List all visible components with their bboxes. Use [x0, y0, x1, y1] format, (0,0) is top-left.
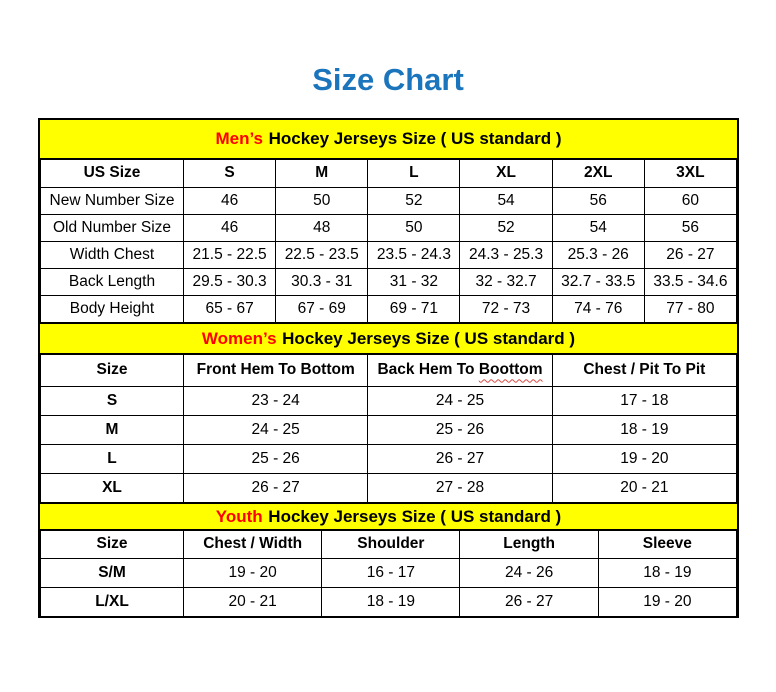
row-label: Back Length — [41, 268, 184, 295]
row-label: XL — [41, 473, 184, 502]
value-cell: 50 — [276, 187, 368, 214]
row-label: L — [41, 444, 184, 473]
mens-header-row — [41, 160, 737, 187]
page-title: Size Chart — [312, 62, 464, 97]
value-cell: 17 - 18 — [552, 386, 736, 415]
value-cell: 33.5 - 34.6 — [644, 268, 736, 295]
womens-header-row — [41, 355, 737, 386]
table-row — [41, 214, 737, 241]
column-header: XL — [460, 160, 552, 187]
column-header: M — [276, 160, 368, 187]
value-cell: 32.7 - 33.5 — [552, 268, 644, 295]
section-title-rest-mens: Hockey Jerseys Size ( US standard ) — [268, 129, 562, 148]
table-row — [41, 473, 737, 502]
value-cell: 29.5 - 30.3 — [184, 268, 276, 295]
value-cell: 65 - 67 — [184, 295, 276, 322]
table-row — [41, 241, 737, 268]
value-cell: 26 - 27 — [184, 473, 368, 502]
table-row — [41, 386, 737, 415]
section-title-mens — [40, 120, 737, 160]
value-cell: 74 - 76 — [552, 295, 644, 322]
value-cell: 24 - 25 — [184, 415, 368, 444]
value-cell: 46 — [184, 214, 276, 241]
column-header: Sleeve — [598, 531, 736, 558]
value-cell: 24 - 26 — [460, 558, 598, 587]
value-cell: 20 - 21 — [552, 473, 736, 502]
value-cell: 19 - 20 — [552, 444, 736, 473]
column-header: Chest / Width — [184, 531, 322, 558]
value-cell: 54 — [552, 214, 644, 241]
table-row — [41, 187, 737, 214]
value-cell: 26 - 27 — [460, 587, 598, 616]
section-title-rest-womens: Hockey Jerseys Size ( US standard ) — [282, 328, 576, 348]
value-cell: 22.5 - 23.5 — [276, 241, 368, 268]
section-womens — [40, 322, 737, 502]
column-header: Length — [460, 531, 598, 558]
column-header: Chest / Pit To Pit — [552, 355, 736, 386]
value-cell: 46 — [184, 187, 276, 214]
column-header: Front Hem To Bottom — [184, 355, 368, 386]
womens-table — [40, 355, 737, 502]
value-cell: 25.3 - 26 — [552, 241, 644, 268]
size-tables — [38, 118, 739, 618]
table-row — [41, 558, 737, 587]
value-cell: 50 — [368, 214, 460, 241]
value-cell: 67 - 69 — [276, 295, 368, 322]
row-label: Width Chest — [41, 241, 184, 268]
row-label: New Number Size — [41, 187, 184, 214]
value-cell: 27 - 28 — [368, 473, 552, 502]
column-header: US Size — [41, 160, 184, 187]
value-cell: 30.3 - 31 — [276, 268, 368, 295]
row-label: M — [41, 415, 184, 444]
row-label: S/M — [41, 558, 184, 587]
value-cell: 72 - 73 — [460, 295, 552, 322]
table-row — [41, 587, 737, 616]
value-cell: 31 - 32 — [368, 268, 460, 295]
value-cell: 18 - 19 — [552, 415, 736, 444]
value-cell: 26 - 27 — [368, 444, 552, 473]
value-cell: 23.5 - 24.3 — [368, 241, 460, 268]
mens-table — [40, 160, 737, 322]
column-header: 3XL — [644, 160, 736, 187]
value-cell: 69 - 71 — [368, 295, 460, 322]
youth-table — [40, 531, 737, 616]
value-cell: 21.5 - 22.5 — [184, 241, 276, 268]
value-cell: 77 - 80 — [644, 295, 736, 322]
value-cell: 25 - 26 — [368, 415, 552, 444]
value-cell: 32 - 32.7 — [460, 268, 552, 295]
column-header: S — [184, 160, 276, 187]
value-cell: 56 — [552, 187, 644, 214]
value-cell: 48 — [276, 214, 368, 241]
column-header: Shoulder — [322, 531, 460, 558]
row-label: S — [41, 386, 184, 415]
value-cell: 20 - 21 — [184, 587, 322, 616]
section-mens — [40, 120, 737, 322]
value-cell: 25 - 26 — [184, 444, 368, 473]
table-row — [41, 444, 737, 473]
section-title-womens — [40, 322, 737, 355]
value-cell: 18 - 19 — [322, 587, 460, 616]
table-row — [41, 415, 737, 444]
youth-header-row — [41, 531, 737, 558]
value-cell: 54 — [460, 187, 552, 214]
value-cell: 56 — [644, 214, 736, 241]
row-label: Body Height — [41, 295, 184, 322]
column-header: L — [368, 160, 460, 187]
section-youth — [40, 502, 737, 616]
value-cell: 60 — [644, 187, 736, 214]
column-header — [368, 355, 552, 386]
value-cell: 23 - 24 — [184, 386, 368, 415]
value-cell: 16 - 17 — [322, 558, 460, 587]
value-cell: 19 - 20 — [598, 587, 736, 616]
row-label: Old Number Size — [41, 214, 184, 241]
value-cell: 18 - 19 — [598, 558, 736, 587]
value-cell: 24.3 - 25.3 — [460, 241, 552, 268]
table-row — [41, 295, 737, 322]
section-title-rest-youth: Hockey Jerseys Size ( US standard ) — [268, 506, 562, 526]
section-title-youth — [40, 502, 737, 531]
value-cell: 26 - 27 — [644, 241, 736, 268]
value-cell: 19 - 20 — [184, 558, 322, 587]
value-cell: 52 — [460, 214, 552, 241]
column-header: Size — [41, 355, 184, 386]
misspelled-word: Boottom — [478, 361, 543, 379]
value-cell: 24 - 25 — [368, 386, 552, 415]
column-header: 2XL — [552, 160, 644, 187]
row-label: L/XL — [41, 587, 184, 616]
column-header: Size — [41, 531, 184, 558]
section-title-accent-mens: Men’s — [215, 129, 263, 148]
value-cell: 52 — [368, 187, 460, 214]
column-header-text: Back Hem To — [377, 361, 479, 379]
section-title-accent-womens: Women’s — [201, 328, 277, 348]
table-row — [41, 268, 737, 295]
section-title-accent-youth: Youth — [215, 506, 263, 526]
